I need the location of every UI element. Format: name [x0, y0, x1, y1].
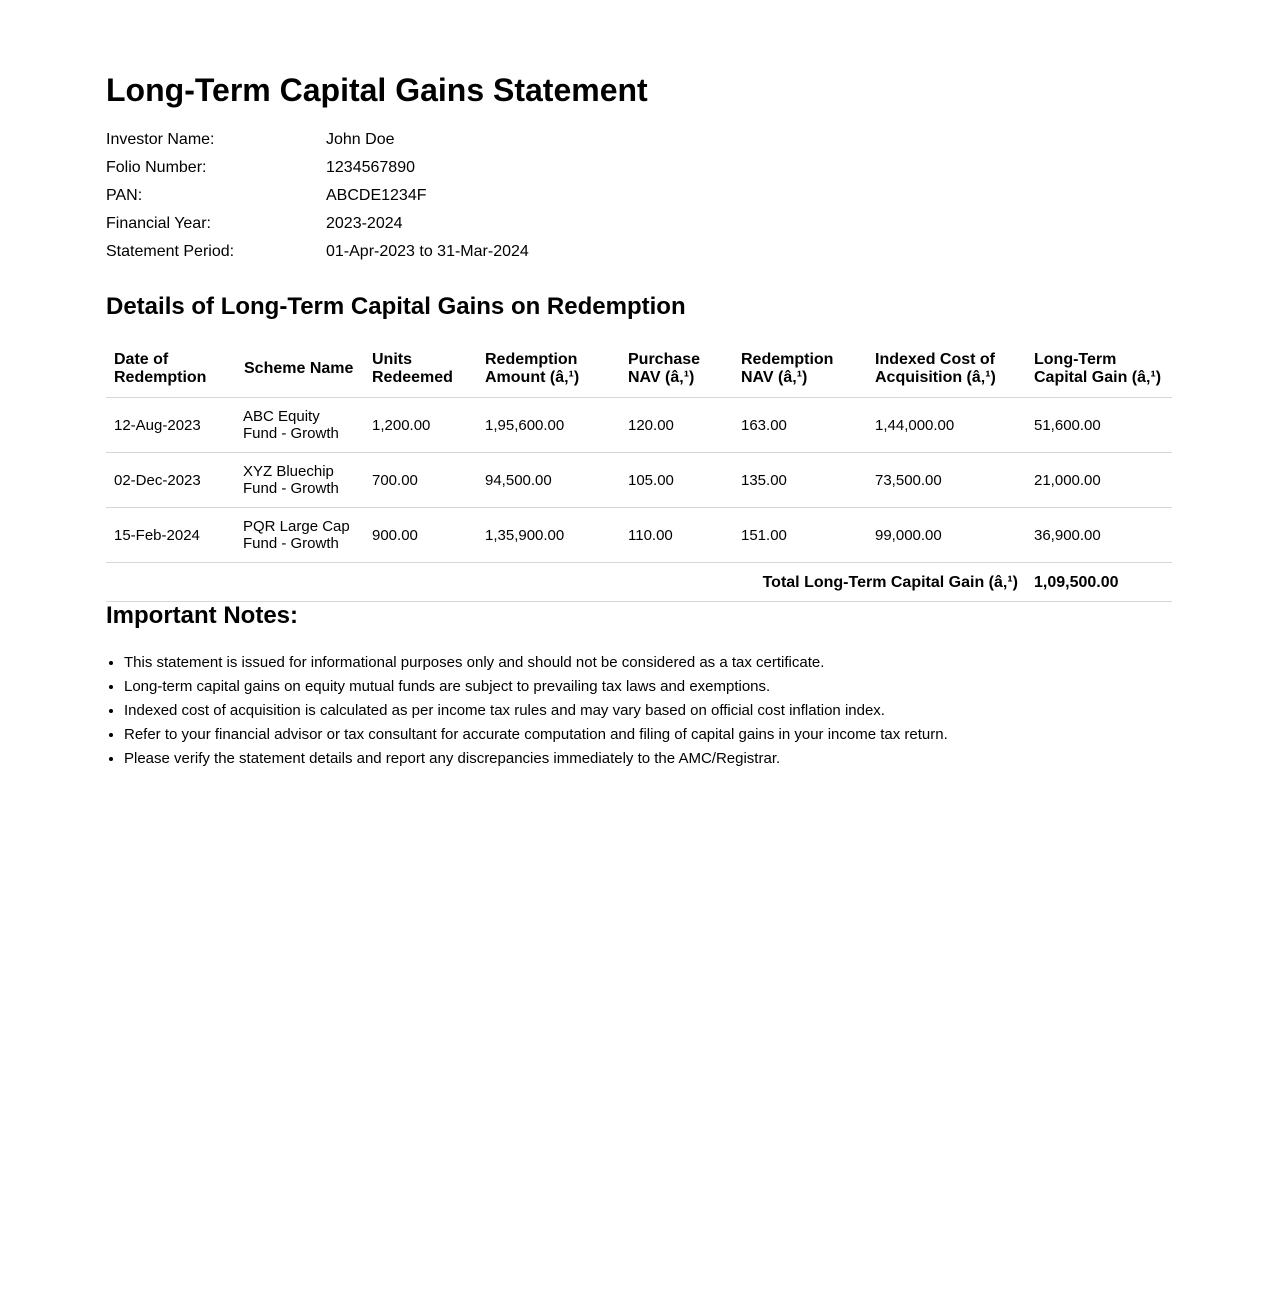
- table-cell: 700.00: [364, 453, 477, 508]
- table-cell: 94,500.00: [477, 453, 620, 508]
- info-row-investor-name: [106, 130, 806, 158]
- total-label: Total Long-Term Capital Gain (â‚¹): [106, 563, 1026, 602]
- table-cell: 900.00: [364, 508, 477, 563]
- table-cell: 02-Dec-2023: [106, 453, 236, 508]
- info-row-statement-period: [106, 242, 806, 270]
- list-item: • Refer to your financial advisor or tax consultant for accurate computation and filing of capital gains in your income tax return.: [124, 723, 1164, 747]
- table-cell: PQR Large Cap Fund - Growth: [236, 508, 364, 563]
- table-cell: 151.00: [733, 508, 867, 563]
- table-cell: 105.00: [620, 453, 733, 508]
- table-cell: 1,44,000.00: [867, 398, 1026, 453]
- column-header: Long-Term Capital Gain (â‚¹): [1026, 344, 1172, 398]
- column-header: Date of Redemption: [106, 344, 236, 398]
- info-label: Statement Period:: [106, 243, 235, 260]
- table-cell: 135.00: [733, 453, 867, 508]
- table-row: [106, 453, 1172, 508]
- table-header-row: [106, 344, 1172, 398]
- table-cell: 73,500.00: [867, 453, 1026, 508]
- list-item: • This statement is issued for informational purposes only and should not be considered as a tax certificate.: [124, 651, 1164, 675]
- total-value: 1,09,500.00: [1026, 563, 1172, 602]
- column-header: Scheme Name: [236, 344, 364, 398]
- info-label: Financial Year:: [106, 215, 211, 232]
- table-cell: 12-Aug-2023: [106, 398, 236, 453]
- info-row-pan: [106, 186, 806, 214]
- column-header: Purchase NAV (â‚¹): [620, 344, 733, 398]
- table-row: [106, 398, 1172, 453]
- table-cell: 110.00: [620, 508, 733, 563]
- info-label: PAN:: [106, 187, 143, 204]
- table-row: [106, 508, 1172, 563]
- column-header: Redemption Amount (â‚¹): [477, 344, 620, 398]
- table-cell: 120.00: [620, 398, 733, 453]
- info-value: 1234567890: [326, 159, 415, 176]
- info-row-financial-year: [106, 214, 806, 242]
- table-cell: ABC Equity Fund - Growth: [236, 398, 364, 453]
- table-cell: 99,000.00: [867, 508, 1026, 563]
- table-cell: 1,35,900.00: [477, 508, 620, 563]
- table-cell: 1,200.00: [364, 398, 477, 453]
- table-cell: XYZ Bluechip Fund - Growth: [236, 453, 364, 508]
- list-item: • Indexed cost of acquisition is calculated as per income tax rules and may vary based on official cost inflation index.: [124, 699, 1164, 723]
- capital-gains-table: [106, 344, 1172, 602]
- table-cell: 21,000.00: [1026, 453, 1172, 508]
- page-title: Long-Term Capital Gains Statement: [106, 72, 648, 108]
- notes-list: [106, 651, 1164, 771]
- info-row-folio-number: [106, 158, 806, 186]
- list-item: • Long-term capital gains on equity mutual funds are subject to prevailing tax laws and exemptions.: [124, 675, 1164, 699]
- info-value: 01-Apr-2023 to 31-Mar-2024: [326, 243, 529, 260]
- info-label: Investor Name:: [106, 131, 215, 148]
- info-value: ABCDE1234F: [326, 187, 427, 204]
- total-row: [106, 563, 1172, 602]
- notes-heading: Important Notes:: [106, 602, 298, 629]
- table-cell: 15-Feb-2024: [106, 508, 236, 563]
- details-heading: Details of Long-Term Capital Gains on Redemption: [106, 293, 686, 320]
- info-label: Folio Number:: [106, 159, 207, 176]
- info-value: John Doe: [326, 131, 395, 148]
- table-cell: 51,600.00: [1026, 398, 1172, 453]
- column-header: Units Redeemed: [364, 344, 477, 398]
- table-cell: 36,900.00: [1026, 508, 1172, 563]
- column-header: Redemption NAV (â‚¹): [733, 344, 867, 398]
- investor-info: [106, 130, 806, 270]
- info-value: 2023-2024: [326, 215, 403, 232]
- list-item: • Please verify the statement details and report any discrepancies immediately to the AMC/Registrar.: [124, 747, 1164, 771]
- table-cell: 1,95,600.00: [477, 398, 620, 453]
- column-header: Indexed Cost of Acquisition (â‚¹): [867, 344, 1026, 398]
- table-cell: 163.00: [733, 398, 867, 453]
